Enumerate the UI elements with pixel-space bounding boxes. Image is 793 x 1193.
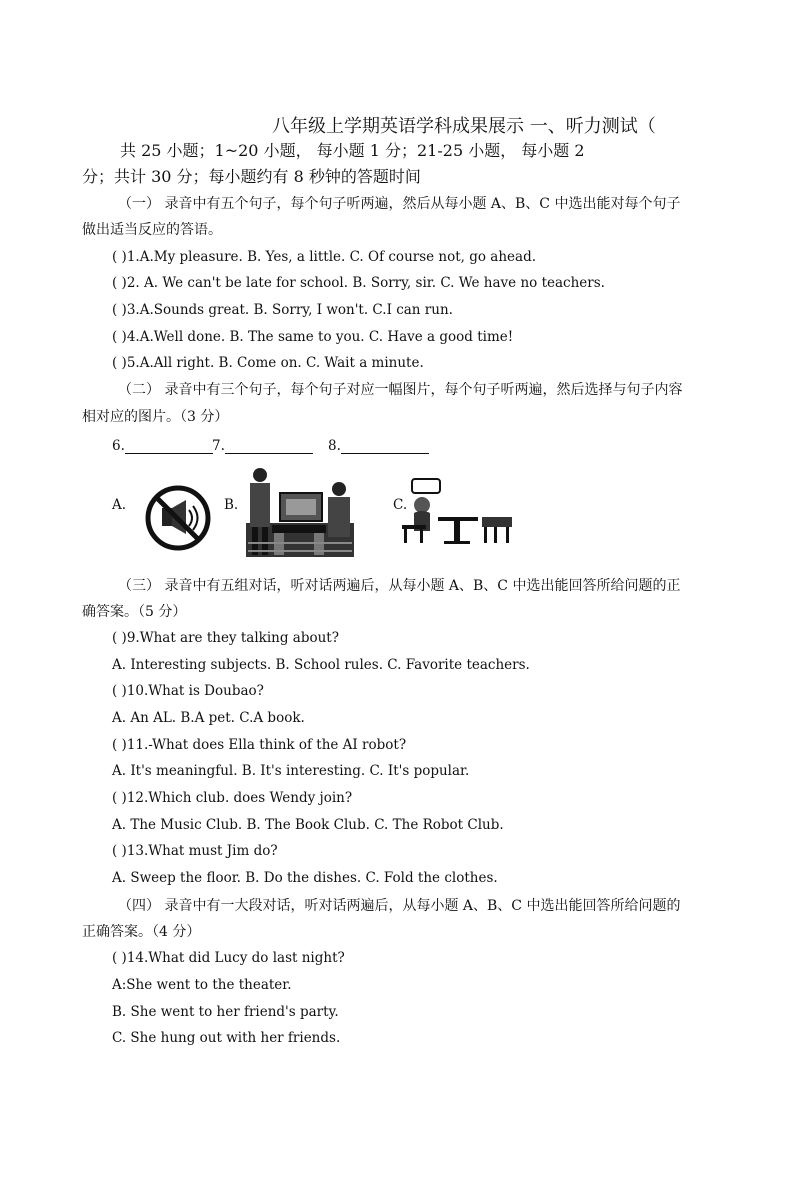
blank-label-6: 6. bbox=[112, 438, 125, 454]
question-2: ( )2. A. We can't be late for school. B. Sorry, sir. C. We have no teachers. bbox=[112, 275, 605, 291]
section3-intro-cont: 确答案。（5 分） bbox=[82, 604, 187, 620]
question-11-options: A. It's meaningful. B. It's interesting. C. It's popular. bbox=[112, 763, 470, 779]
section1-intro-cont: 做出适当反应的答语。 bbox=[82, 222, 222, 238]
question-12: ( )12.Which club. does Wendy join? bbox=[112, 790, 353, 806]
page-title-line3: 分；共计 30 分；每小题约有 8 秒钟的答题时间 bbox=[82, 167, 421, 186]
question-5: ( )5.A.All right. B. Come on. C. Wait a minute. bbox=[112, 355, 424, 371]
question-14-option-c: C. She hung out with her friends. bbox=[112, 1030, 341, 1046]
section2-intro-cont: 相对应的图片。（3 分） bbox=[82, 409, 229, 425]
section2-intro: （二） 录音中有三个句子，每个句子对应一幅图片，每个句子听两遍，然后选择与句子内容 bbox=[118, 382, 683, 398]
question-10: ( )10.What is Doubao? bbox=[112, 683, 264, 699]
answer-blank-6[interactable] bbox=[112, 438, 213, 454]
section1-intro: （一） 录音中有五个句子，每个句子听两遍，然后从每小题 A、B、C 中选出能对每个句子 bbox=[118, 196, 681, 212]
section3-intro: （三） 录音中有五组对话，听对话两遍后，从每小题 A、B、C 中选出能回答所给问题的正 bbox=[118, 578, 681, 594]
question-4: ( )4.A.Well done. B. The same to you. C. Have a good time! bbox=[112, 329, 514, 345]
page-title-line2: 共 25 小题；1~20 小题， 每小题 1 分；21-25 小题， 每小题 2 bbox=[120, 141, 585, 160]
question-13-options: A. Sweep the floor. B. Do the dishes. C. Fold the clothes. bbox=[112, 870, 498, 886]
page-title-line1: 八年级上学期英语学科成果展示 一、听力测试（ bbox=[272, 116, 656, 137]
person-at-table-picture bbox=[398, 475, 516, 547]
question-14: ( )14.What did Lucy do last night? bbox=[112, 950, 345, 966]
question-14-option-b: B. She went to her friend's party. bbox=[112, 1004, 339, 1020]
question-10-options: A. An AL. B.A pet. C.A book. bbox=[112, 710, 305, 726]
question-1: ( )1.A.My pleasure. B. Yes, a little. C. Of course not, go ahead. bbox=[112, 249, 537, 265]
question-14-option-a: A:She went to the theater. bbox=[112, 977, 292, 993]
blank-line[interactable] bbox=[341, 439, 429, 454]
answer-blank-7[interactable] bbox=[212, 438, 313, 454]
people-watching-screen-picture bbox=[244, 463, 356, 559]
question-3: ( )3.A.Sounds great. B. Sorry, I won't. C.I can run. bbox=[112, 302, 453, 318]
blank-label-7: 7. bbox=[212, 438, 225, 454]
picture-label-c: C. bbox=[393, 497, 408, 513]
picture-label-b: B. bbox=[224, 497, 239, 513]
question-9-options: A. Interesting subjects. B. School rules. C. Favorite teachers. bbox=[112, 657, 530, 673]
section4-intro-cont: 正确答案。（4 分） bbox=[82, 924, 201, 940]
question-13: ( )13.What must Jim do? bbox=[112, 843, 278, 859]
blank-line[interactable] bbox=[225, 439, 313, 454]
no-noise-sign-picture bbox=[144, 478, 212, 556]
blank-label-8: 8. bbox=[328, 438, 341, 454]
blank-line[interactable] bbox=[125, 439, 213, 454]
picture-label-a: A. bbox=[112, 497, 127, 513]
question-9: ( )9.What are they talking about? bbox=[112, 630, 339, 646]
answer-blank-8[interactable] bbox=[328, 438, 429, 454]
question-12-options: A. The Music Club. B. The Book Club. C. The Robot Club. bbox=[112, 817, 504, 833]
question-11: ( )11.-What does Ella think of the AI robot? bbox=[112, 737, 407, 753]
section4-intro: （四） 录音中有一大段对话，听对话两遍后，从每小题 A、B、C 中选出能回答所给问题的 bbox=[118, 898, 681, 914]
